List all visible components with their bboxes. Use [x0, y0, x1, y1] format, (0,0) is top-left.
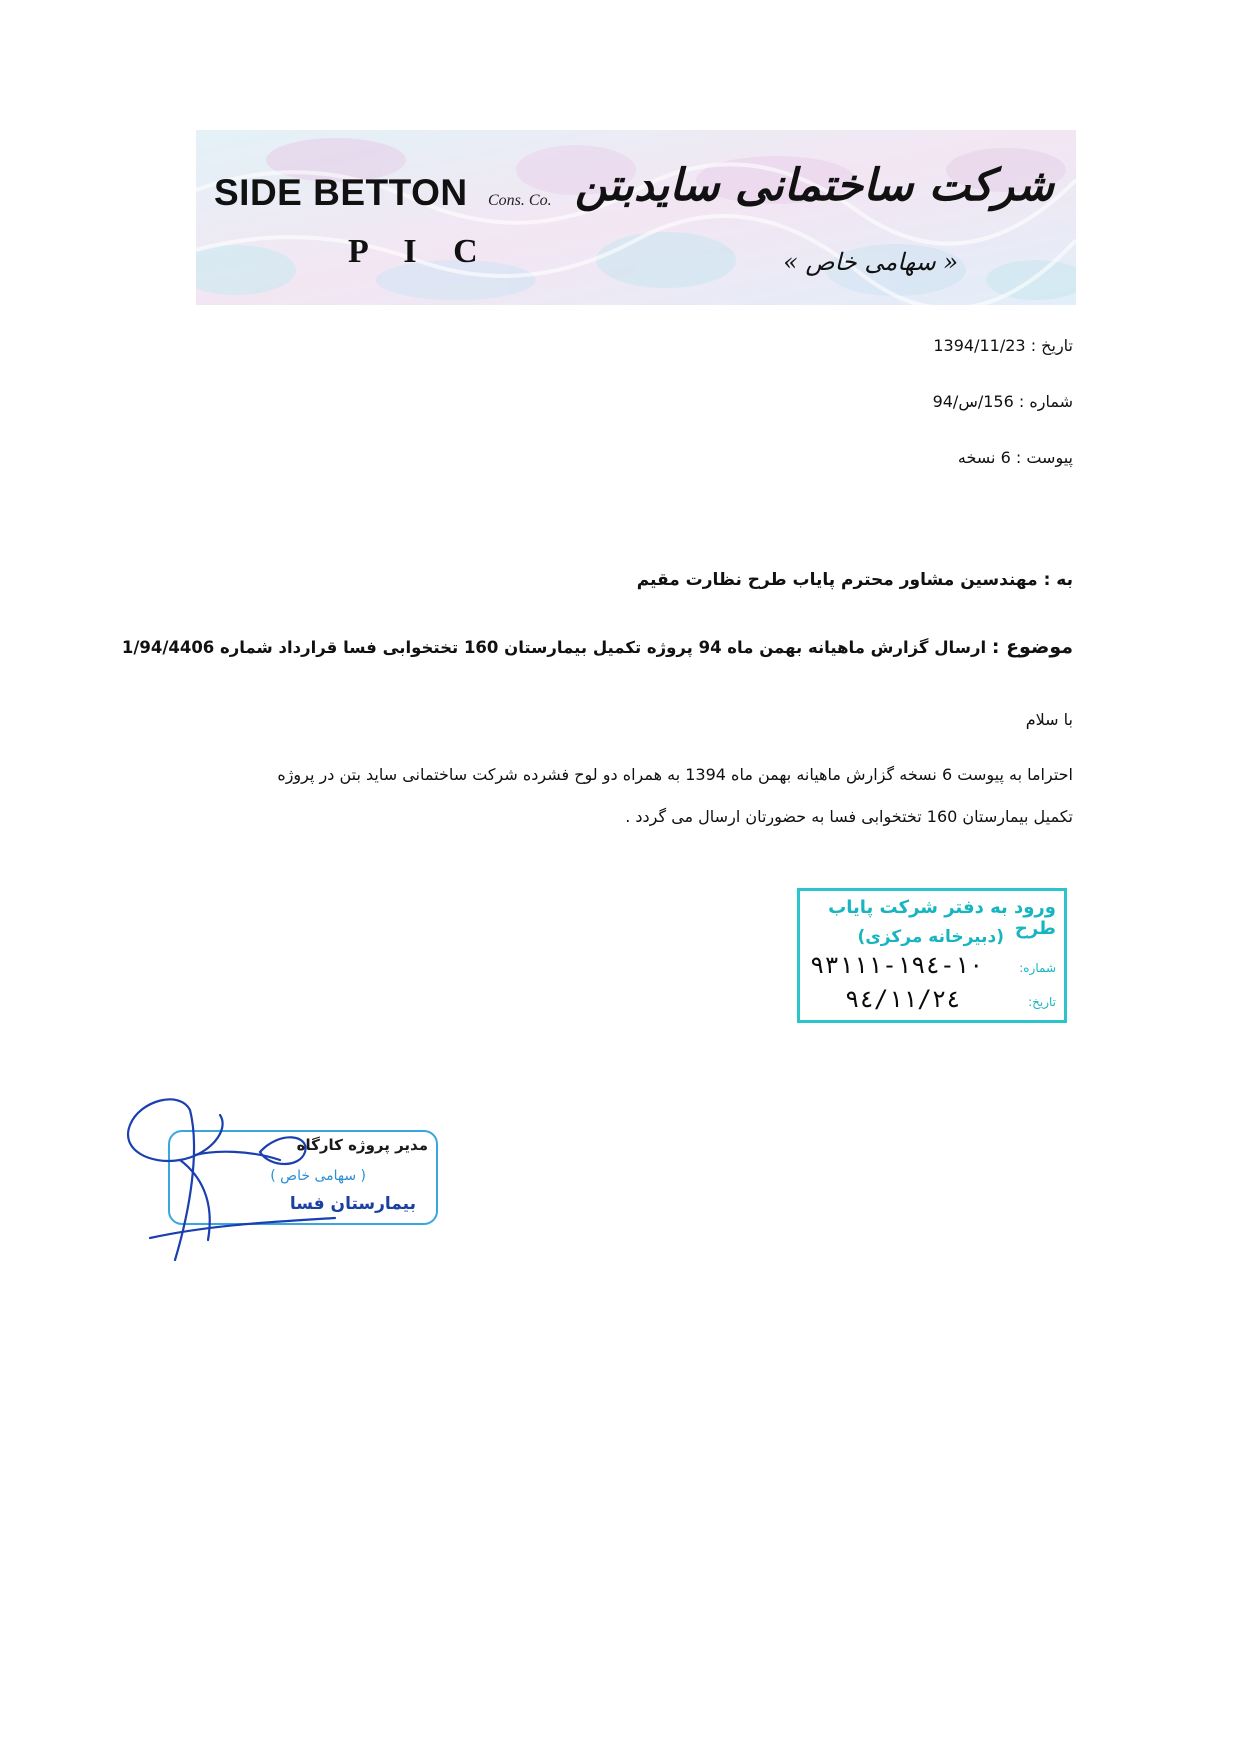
receipt-stamp-subtitle: (دبیرخانه مرکزی)	[857, 927, 1004, 947]
company-name-persian: شرکت ساختمانی سایدبتن	[574, 160, 1054, 211]
date-line	[933, 336, 1073, 355]
number-value: 156/س/94	[932, 392, 1014, 411]
attachment-value: 6 نسخه	[957, 448, 1011, 467]
greeting: با سلام	[1025, 710, 1073, 729]
company-type-persian: « سهامی خاص »	[783, 248, 958, 276]
date-value: 1394/11/23	[933, 336, 1026, 355]
company-suffix-english: Cons. Co.	[488, 192, 552, 209]
number-label: شماره :	[1018, 392, 1073, 411]
body-line-2: تکمیل بیمارستان 160 تختخوابی فسا به حضورتان ارسال می گردد .	[625, 807, 1073, 826]
receipt-stamp-title: ورود به دفتر شرکت پایاب طرح	[828, 897, 1056, 939]
number-line	[933, 392, 1073, 411]
seal-line-3: بیمارستان فسا	[289, 1194, 416, 1214]
subject-text: ارسال گزارش ماهیانه بهمن ماه 94 پروژه تکمیل بیمارستان 160 تختخوابی فسا قرارداد شماره 1/94/4406	[121, 638, 987, 657]
company-pic-label: P I C	[348, 233, 492, 270]
handwritten-signature	[120, 1090, 440, 1270]
letter-body	[193, 754, 1073, 838]
attachment-line	[958, 448, 1073, 467]
company-name-english: SIDE BETTON	[214, 172, 468, 213]
letterhead-watermark-pattern	[196, 130, 1076, 305]
date-label: تاریخ :	[1030, 336, 1073, 355]
letterhead	[196, 130, 1076, 305]
receipt-stamp-number-label: شماره:	[1019, 961, 1056, 975]
attachment-label: پیوست :	[1015, 448, 1073, 467]
body-line-1: احتراما به پیوست 6 نسخه گزارش ماهیانه بهمن ماه 1394 به همراه دو لوح فشرده شرکت ساختمانی ساید بتن در پروژه	[277, 765, 1073, 784]
subject-label: موضوع :	[991, 636, 1073, 658]
receipt-stamp-date-value: ٩٤/١١/٢٤	[845, 985, 961, 1013]
receipt-stamp	[797, 888, 1067, 1023]
addressee: به : مهندسین مشاور محترم پایاب طرح نظارت مقیم	[636, 570, 1073, 590]
seal-line-1: مدیر پروژه کارگاه	[296, 1136, 428, 1154]
seal-line-2: ( سهامی خاص )	[270, 1168, 366, 1184]
signature-block	[120, 1090, 440, 1270]
receipt-stamp-number-value: ١٠-١٩٤-٩٣١١١	[810, 951, 984, 979]
subject-line	[122, 636, 1073, 658]
receipt-stamp-date-label: تاریخ:	[1028, 995, 1056, 1009]
